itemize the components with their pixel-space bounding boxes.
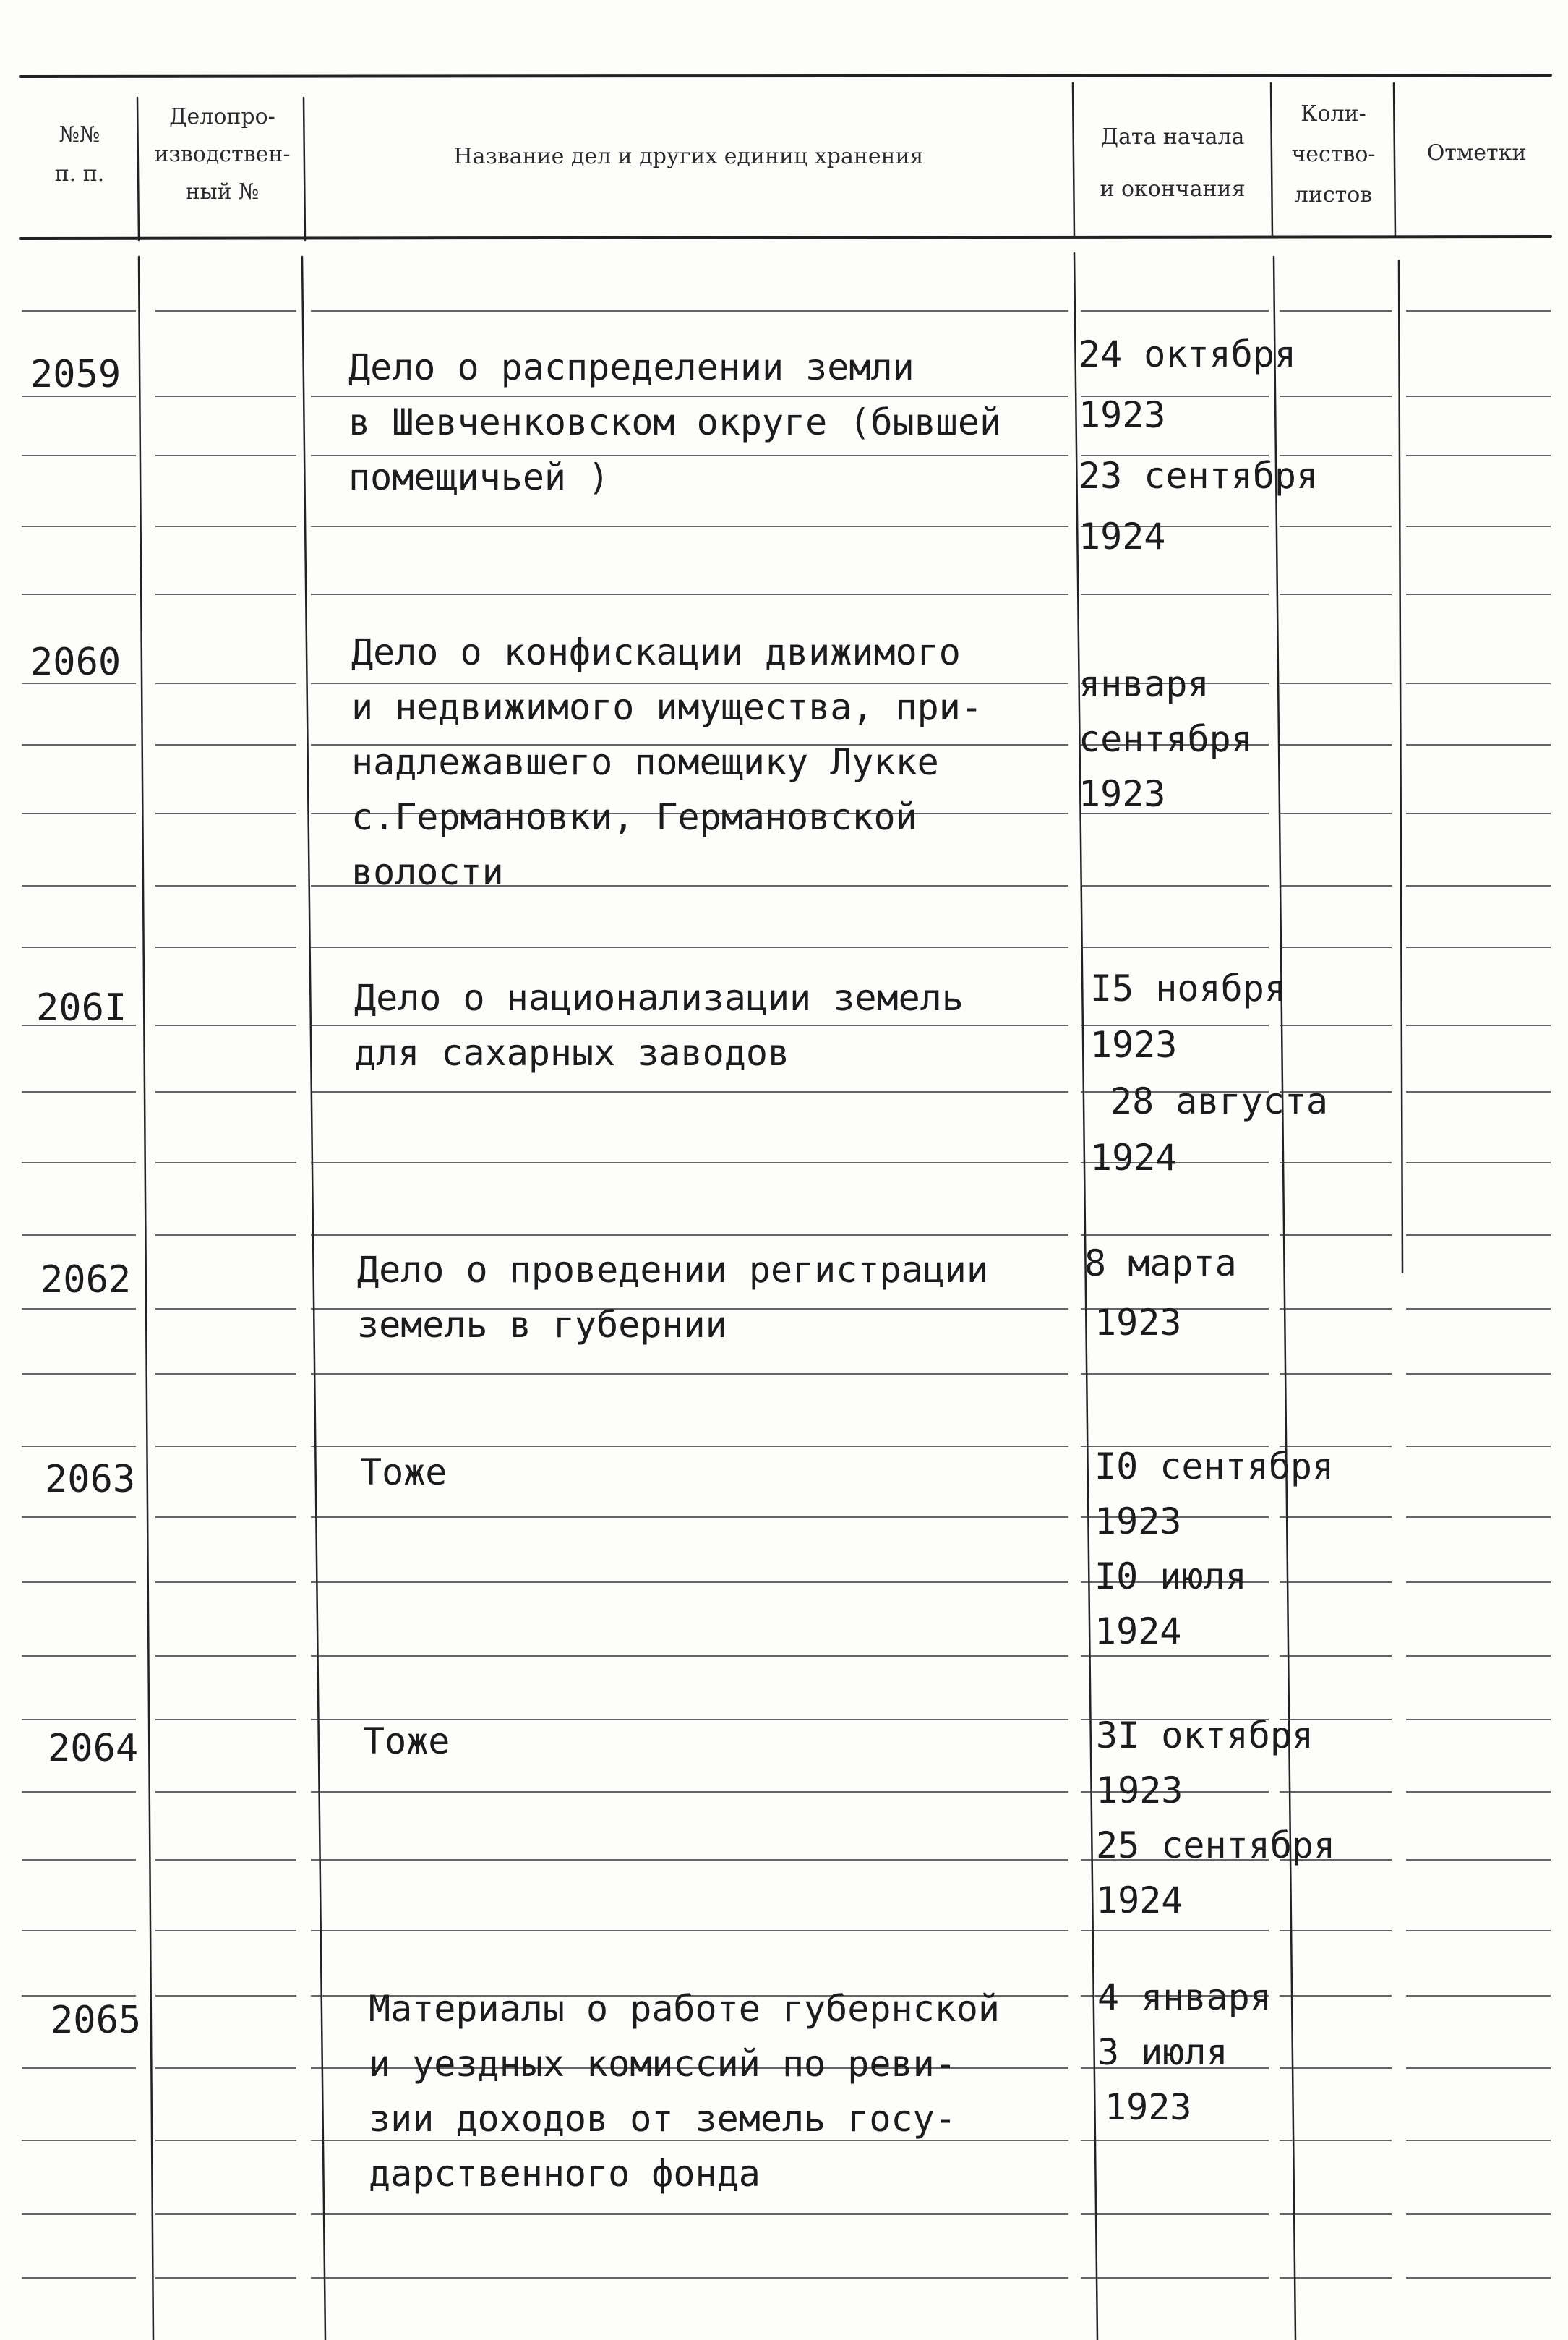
record-dates: января сентября 1923 [1079,663,1253,815]
record-number: 2059 [30,353,121,396]
record-title: Материалы о работе губернской и уездных комиссий по реви- зии доходов от земель госу- дарственного фонда [369,1988,1000,2195]
record-dates: 24 октября 1923 23 сентября 1924 [1079,333,1319,558]
header-col-dates: Дата начала и окончания [1100,124,1246,202]
record-dates: 3I октября 1923 25 сентября 1924 [1096,1715,1336,1921]
record-number: 2060 [30,641,121,684]
record-dates: 8 марта 1923 [1084,1242,1237,1344]
record-title: Дело о конфискации движимого и недвижимого имущества, при- надлежавшего помещику Лукке с.Германовки, Германовской волости [351,631,982,893]
record-dates: I0 сентября 1923 I0 июля 1924 [1094,1446,1334,1652]
record-title: Дело о распределении земли в Шевченковском округе (бывшей помещичьей ) [348,346,1002,498]
record-number: 2064 [48,1727,139,1770]
header-col-sheet-count: Коли- чество- листов [1291,101,1376,208]
header-col-title: Название дел и других единиц хранения [453,144,924,169]
record-number: 2065 [51,1999,142,2042]
record-title: Дело о проведении регистрации земель в губернии [357,1249,988,1346]
record-dates: I5 ноября 1923 28 августа 1924 [1090,968,1329,1179]
record-number: 2062 [40,1258,132,1302]
record-title: Тоже [363,1720,450,1762]
header-col-notes: Отметки [1426,140,1527,166]
record-title: Дело о национализации земель для сахарных заводов [354,977,964,1074]
record-number: 2063 [45,1458,136,1501]
header-col-number: №№ п. п. [54,122,105,187]
header-col-office-number: Делопро- изводствен- ный № [154,104,291,205]
record-dates: 4 января 3 июля 1923 [1097,1976,1272,2128]
record-title: Тоже [360,1451,447,1493]
record-number: 206I [36,986,127,1030]
